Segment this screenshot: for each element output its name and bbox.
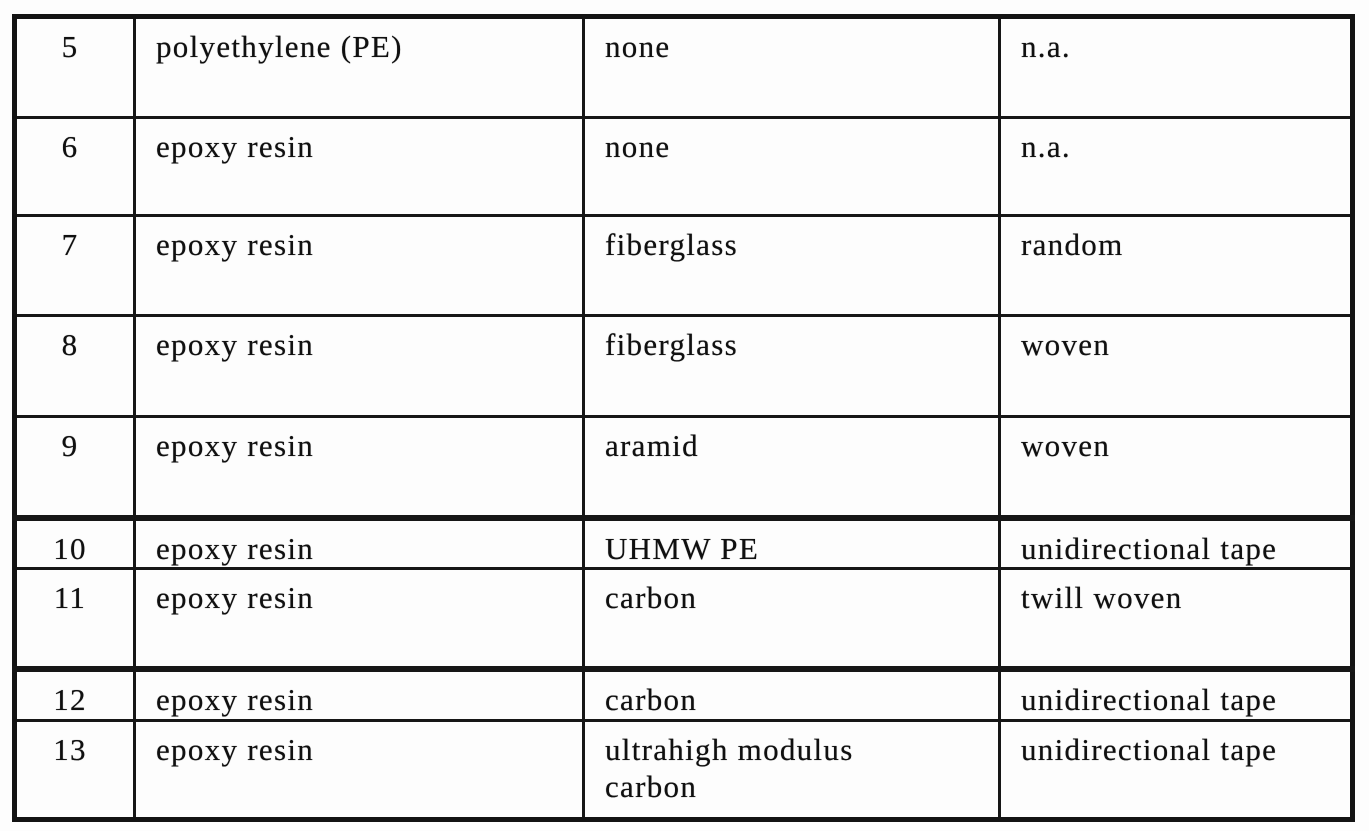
cell-fiber-form: twill woven: [1000, 568, 1353, 669]
cell-sample-number: 11: [15, 568, 135, 669]
table-row: [15, 316, 1353, 417]
cell-matrix-material: epoxy resin: [135, 568, 584, 669]
cell-matrix-material: epoxy resin: [135, 720, 584, 819]
table-row: [15, 417, 1353, 518]
cell-fiber-form: woven: [1000, 316, 1353, 417]
table-row: [15, 518, 1353, 569]
table-row: [15, 568, 1353, 669]
cell-matrix-material: epoxy resin: [135, 518, 584, 569]
cell-matrix-material: epoxy resin: [135, 417, 584, 518]
cell-matrix-material: epoxy resin: [135, 216, 584, 316]
cell-fiber-type: none: [584, 17, 1000, 118]
materials-table: [12, 14, 1355, 822]
table-row: [15, 216, 1353, 316]
table-row: [15, 669, 1353, 720]
cell-fiber-type: aramid: [584, 417, 1000, 518]
materials-table-body: [15, 17, 1353, 820]
cell-sample-number: 9: [15, 417, 135, 518]
table-row: [15, 720, 1353, 819]
cell-matrix-material: polyethylene (PE): [135, 17, 584, 118]
cell-fiber-form: n.a.: [1000, 118, 1353, 216]
cell-matrix-material: epoxy resin: [135, 118, 584, 216]
cell-sample-number: 8: [15, 316, 135, 417]
table-row: [15, 17, 1353, 118]
cell-fiber-type: carbon: [584, 568, 1000, 669]
cell-matrix-material: epoxy resin: [135, 669, 584, 720]
cell-fiber-form: unidirectional tape: [1000, 518, 1353, 569]
cell-fiber-form: unidirectional tape: [1000, 669, 1353, 720]
cell-sample-number: 5: [15, 17, 135, 118]
cell-fiber-type: fiberglass: [584, 316, 1000, 417]
cell-sample-number: 10: [15, 518, 135, 569]
cell-sample-number: 13: [15, 720, 135, 819]
cell-sample-number: 6: [15, 118, 135, 216]
cell-fiber-type: fiberglass: [584, 216, 1000, 316]
cell-matrix-material: epoxy resin: [135, 316, 584, 417]
cell-fiber-type: UHMW PE: [584, 518, 1000, 569]
cell-sample-number: 12: [15, 669, 135, 720]
cell-fiber-form: random: [1000, 216, 1353, 316]
cell-fiber-form: woven: [1000, 417, 1353, 518]
cell-fiber-type: carbon: [584, 669, 1000, 720]
cell-fiber-type: ultrahigh modulus carbon: [584, 720, 1000, 819]
cell-fiber-form: n.a.: [1000, 17, 1353, 118]
cell-fiber-type: none: [584, 118, 1000, 216]
cell-fiber-form: unidirectional tape: [1000, 720, 1353, 819]
table-row: [15, 118, 1353, 216]
cell-sample-number: 7: [15, 216, 135, 316]
